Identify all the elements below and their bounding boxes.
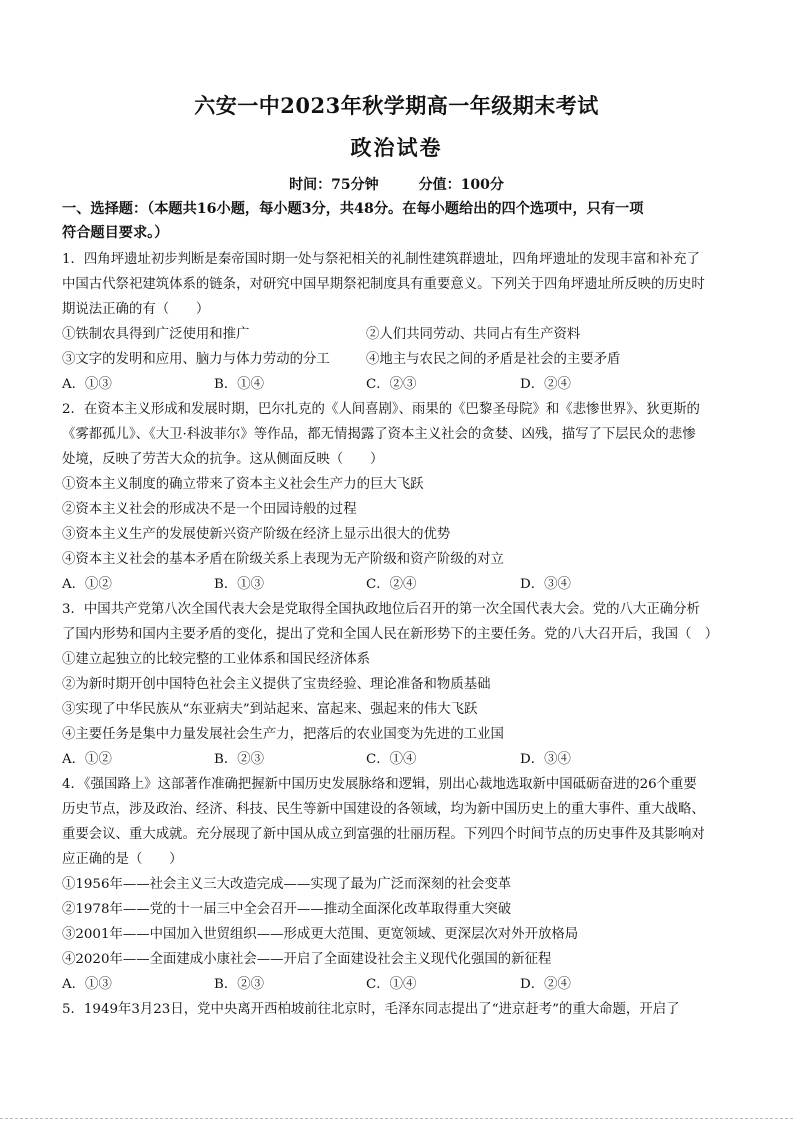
q1-option-c: C．②③ [366,377,417,392]
q3-statement-4: ④主要任务是集中力量发展社会生产力，把落后的农业国变为先进的工业国 [62,727,504,742]
q3-option-d: D．③④ [520,752,571,767]
q3-option-b: B．②③ [214,752,265,767]
q4-statement-4: ④2020年——全面建成小康社会——开启了全面建设社会主义现代化强国的新征程 [62,952,552,967]
q4-statement-2: ②1978年——党的十一届三中全会召开——推动全面深化改革取得重大突破 [62,902,512,917]
q4-statement-1: ①1956年——社会主义三大改造完成——实现了最为广泛而深刻的社会变革 [62,877,512,892]
page-bottom-rule [0,1118,793,1119]
q4-stem: 重要会议、重大成就。充分展现了新中国从成立到富强的壮丽历程。下列四个时间节点的历史事件及其影响对 [62,827,705,842]
exam-time: 时间：75分钟 [289,177,379,193]
q2-stem: 2．在资本主义形成和发展时期，巴尔扎克的《人间喜剧》、雨果的《巴黎圣母院》和《悲惨世界》、狄更斯的 [62,402,700,417]
q3-stem: 了国内形势和国内主要矛盾的变化，提出了党和全国人民在新形势下的主要任务。党的八大召开后，我国（ ） [62,627,719,642]
q1-option-d: D．②④ [520,377,571,392]
q5-stem: 5．1949年3月23日，党中央离开西柏坡前往北京时，毛泽东同志提出了“进京赶考”的重大命题，开启了 [62,1002,680,1017]
q3-stem: 3．中国共产党第八次全国代表大会是党取得全国执政地位后召开的第一次全国代表大会。党的八大正确分析 [62,602,700,617]
q1-stem: 中国古代祭祀建筑体系的链条，对研究中国早期祭祀制度具有重要意义。下列关于四角坪遗址所反映的历史时 [62,277,705,292]
q1-statement-2: ②人们共同劳动、共同占有生产资料 [366,327,581,342]
q1-stem: 1．四角坪遗址初步判断是秦帝国时期一处与祭祀相关的礼制性建筑群遗址，四角坪遗址的发现丰富和补充了 [62,252,700,267]
q1-statement-1: ①铁制农具得到广泛使用和推广 [62,327,250,342]
q4-stem: 4．《强国路上》这部著作准确把握新中国历史发展脉络和逻辑，别出心裁地选取新中国砥砺奋进的26个重要 [62,777,697,792]
q2-statement-1: ①资本主义制度的确立带来了资本主义社会生产力的巨大飞跃 [62,477,424,492]
q3-option-a: A．①② [62,752,112,767]
q4-option-a: A．①③ [62,977,112,992]
q1-statement-3: ③文字的发明和应用、脑力与体力劳动的分工 [62,352,330,367]
q2-stem: 《雾都孤儿》、《大卫·科波菲尔》等作品，都无情揭露了资本主义社会的贪婪、凶残，描写了下层民众的悲惨 [62,427,696,442]
section-heading-cont: 符合题目要求。） [62,225,169,241]
q1-stem: 期说法正确的有（ ） [62,302,210,317]
q4-stem: 应正确的是（ ） [62,852,183,867]
q2-option-b: B．①③ [214,577,265,592]
q2-stem: 处境，反映了劳苦大众的抗争。这从侧面反映（ ） [62,452,384,467]
q4-stem: 历史节点，涉及政治、经济、科技、民生等新中国建设的各领域，均为新中国历史上的重大事件、重大战略、 [62,802,705,817]
q1-option-a: A．①③ [62,377,112,392]
q4-option-c: C．①④ [366,977,417,992]
q4-statement-3: ③2001年——中国加入世贸组织——形成更大范围、更宽领域、更深层次对外开放格局 [62,927,579,942]
q2-statement-2: ②资本主义社会的形成决不是一个田园诗般的过程 [62,502,357,517]
q2-statement-3: ③资本主义生产的发展使新兴资产阶级在经济上显示出很大的优势 [62,527,451,542]
q3-statement-1: ①建立起独立的比较完整的工业体系和国民经济体系 [62,652,370,667]
exam-score: 分值：100分 [418,177,504,193]
exam-title: 六安一中2023年秋学期高一年级期末考试 [194,93,599,118]
q1-option-b: B．①④ [214,377,265,392]
q2-option-c: C．②④ [366,577,417,592]
section-heading: 一、选择题：（本题共16小题，每小题3分，共48分。在每小题给出的四个选项中，只有一项 [62,201,644,217]
q2-option-d: D．③④ [520,577,571,592]
exam-subject: 政治试卷 [350,135,443,160]
q3-statement-2: ②为新时期开创中国特色社会主义提供了宝贵经验、理论准备和物质基础 [62,677,491,692]
q2-option-a: A．①② [62,577,112,592]
q4-option-b: B．②③ [214,977,265,992]
q3-statement-3: ③实现了中华民族从“东亚病夫”到站起来、富起来、强起来的伟大飞跃 [62,702,478,717]
q1-statement-4: ④地主与农民之间的矛盾是社会的主要矛盾 [366,352,621,367]
q2-statement-4: ④资本主义社会的基本矛盾在阶级关系上表现为无产阶级和资产阶级的对立 [62,552,504,567]
q4-option-d: D．②④ [520,977,571,992]
exam-info [0,174,793,194]
q3-option-c: C．①④ [366,752,417,767]
